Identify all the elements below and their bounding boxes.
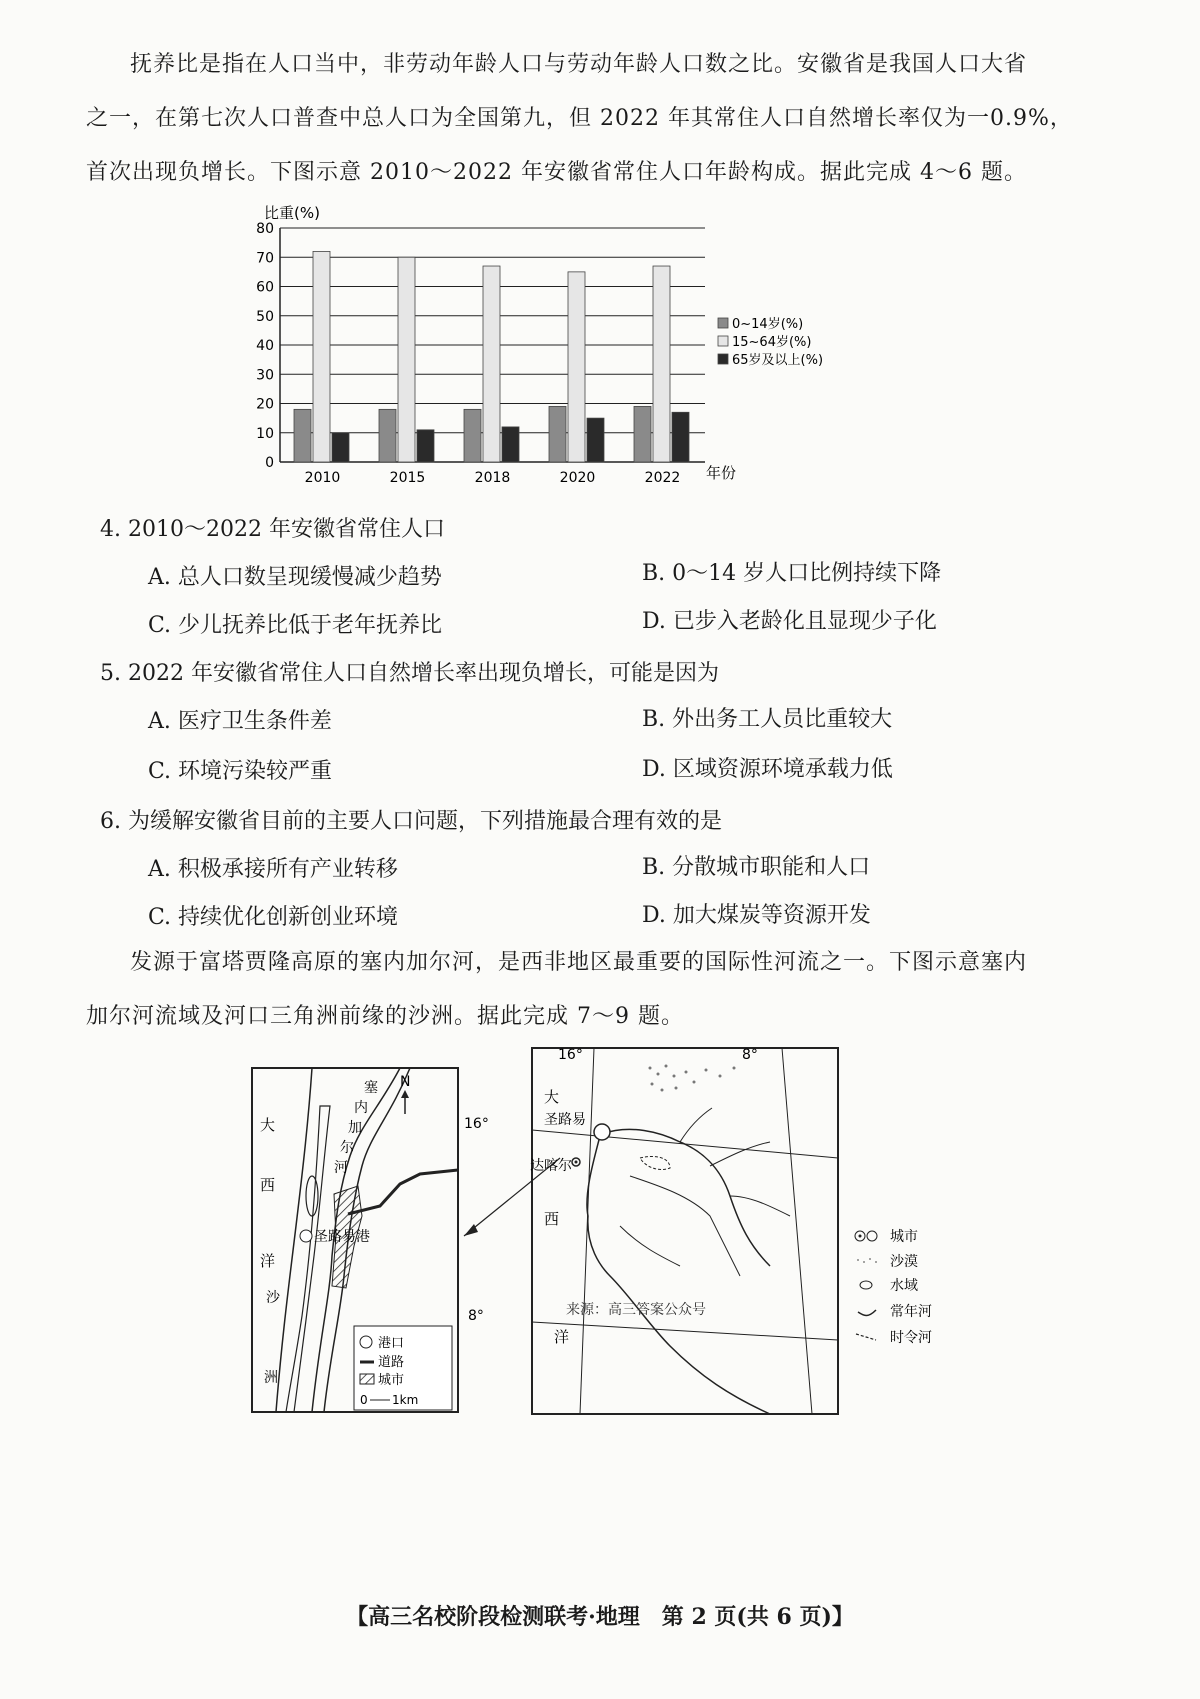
bar bbox=[294, 409, 311, 462]
intro-paragraph-1 bbox=[86, 38, 1126, 200]
left-map-bar-label bbox=[264, 1290, 281, 1386]
left-map-river-label bbox=[334, 1080, 378, 1176]
intro-paragraph-2 bbox=[86, 936, 1126, 1044]
sea-char-2: 西 bbox=[260, 1176, 276, 1194]
x-tick-label: 2022 bbox=[644, 470, 681, 486]
right-sea-char-2: 西 bbox=[544, 1210, 560, 1228]
city-dakar-label: 达喀尔 bbox=[530, 1158, 572, 1174]
legend-water-icon bbox=[860, 1281, 872, 1289]
y-tick-label: 60 bbox=[256, 279, 274, 296]
q6-option-b: B. 分散城市职能和人口 bbox=[642, 855, 871, 880]
q6-option-c: C. 持续优化创新创业环境 bbox=[148, 905, 399, 930]
bar bbox=[313, 251, 330, 462]
river-char-1: 塞 bbox=[364, 1080, 378, 1096]
x-tick-label: 2020 bbox=[559, 470, 596, 486]
sea-char-3: 洋 bbox=[260, 1252, 276, 1270]
y-tick-label: 0 bbox=[265, 455, 274, 471]
road bbox=[348, 1170, 458, 1214]
bar bbox=[568, 272, 585, 462]
river-mouth-map bbox=[250, 1066, 460, 1414]
y-tick-label: 80 bbox=[256, 221, 274, 237]
city-saint-louis-icon bbox=[594, 1124, 610, 1140]
lat-label-8: 8° bbox=[468, 1308, 484, 1324]
legend-desert-icon bbox=[857, 1258, 877, 1263]
legend-city-text: 城市 bbox=[890, 1229, 918, 1245]
legend-port-label: 港口 bbox=[378, 1336, 405, 1351]
lat-8-line bbox=[532, 1322, 838, 1340]
x-tick-label: 2018 bbox=[474, 470, 511, 486]
age-structure-chart bbox=[240, 200, 880, 500]
q4-option-b: B. 0～14 岁人口比例持续下降 bbox=[642, 561, 942, 586]
legend-swatch bbox=[718, 336, 728, 346]
bar bbox=[379, 409, 396, 462]
q6-option-a: A. 积极承接所有产业转移 bbox=[148, 857, 398, 882]
chart-ylabel: 比重(%) bbox=[264, 204, 320, 222]
right-sea-char-1: 大 bbox=[544, 1088, 560, 1106]
legend-city-label: 城市 bbox=[378, 1373, 405, 1388]
river-char-3: 加 bbox=[348, 1120, 362, 1136]
lagoon bbox=[306, 1176, 318, 1216]
legend-perennial-river-text: 常年河 bbox=[890, 1304, 932, 1320]
port-icon bbox=[300, 1230, 312, 1242]
legend-perennial-river-icon bbox=[858, 1310, 876, 1316]
legend-swatch bbox=[718, 318, 728, 328]
lon-16-line bbox=[580, 1048, 594, 1414]
scale-km: 1km bbox=[392, 1393, 419, 1407]
desert-dots bbox=[649, 1065, 736, 1092]
tributary-4 bbox=[630, 1176, 740, 1276]
right-map-frame bbox=[532, 1048, 838, 1414]
bar bbox=[502, 427, 519, 462]
bar bbox=[464, 409, 481, 462]
tributary-3 bbox=[730, 1196, 790, 1216]
river-char-4: 尔 bbox=[340, 1140, 354, 1156]
source-watermark: 来源：高三答案公众号 bbox=[566, 1302, 706, 1318]
river-char-2: 内 bbox=[354, 1100, 368, 1116]
y-tick-label: 50 bbox=[256, 308, 274, 325]
bar bbox=[332, 433, 349, 462]
q5-option-c: C. 环境污染较严重 bbox=[148, 759, 333, 784]
y-tick-label: 70 bbox=[256, 250, 274, 267]
bar bbox=[398, 257, 415, 462]
tributary-5 bbox=[620, 1226, 680, 1266]
y-tick-label: 40 bbox=[256, 338, 274, 354]
q5-option-b: B. 外出务工人员比重较大 bbox=[642, 707, 893, 732]
tributary-2 bbox=[710, 1142, 770, 1166]
intro2-line1: 发源于富塔贾隆高原的塞内加尔河，是西非地区最重要的国际性河流之一。下图示意塞内 bbox=[130, 950, 1028, 975]
bar bbox=[483, 266, 500, 462]
sea-char-1: 大 bbox=[260, 1116, 276, 1134]
city-saint-louis-label: 圣路易 bbox=[544, 1112, 586, 1128]
tributary-1 bbox=[680, 1108, 712, 1142]
q4-option-d: D. 已步入老龄化且显现少子化 bbox=[642, 609, 937, 634]
bar-char-1: 沙 bbox=[266, 1290, 280, 1306]
lat-label-16: 16° bbox=[464, 1116, 489, 1132]
legend-desert-text: 沙漠 bbox=[890, 1254, 918, 1270]
bar bbox=[549, 406, 566, 462]
bar bbox=[634, 406, 651, 462]
q5-stem: 5. 2022 年安徽省常住人口自然增长率出现负增长，可能是因为 bbox=[100, 661, 719, 686]
right-coastline bbox=[587, 1136, 770, 1414]
left-map-sea-label bbox=[260, 1116, 275, 1270]
city-dakar-dot-icon bbox=[575, 1161, 578, 1164]
q6-stem: 6. 为缓解安徽省目前的主要人口问题，下列措施最合理有效的是 bbox=[100, 809, 722, 834]
lon-label-16: 16° bbox=[558, 1047, 583, 1063]
intro2-line2: 加尔河流域及河口三角洲前缘的沙洲。据此完成 7～9 题。 bbox=[86, 1004, 684, 1029]
chart-xlabel: 年份 bbox=[706, 464, 737, 482]
north-label: N bbox=[400, 1074, 411, 1090]
bar bbox=[587, 418, 604, 462]
legend-seasonal-river-text: 时令河 bbox=[890, 1330, 932, 1346]
page-footer: 【高三名校阶段检测联考·地理 第 2 页(共 6 页)】 bbox=[346, 1604, 854, 1630]
legend-road-label: 道路 bbox=[378, 1355, 405, 1370]
x-tick-label: 2015 bbox=[389, 470, 426, 486]
legend-city-dot-icon bbox=[859, 1235, 862, 1238]
north-arrow-head-icon bbox=[401, 1090, 409, 1098]
legend-water-text: 水域 bbox=[890, 1278, 918, 1294]
intro1-line1: 抚养比是指在人口当中，非劳动年龄人口与劳动年龄人口数之比。安徽省是我国人口大省 bbox=[130, 52, 1028, 77]
scale-zero: 0 bbox=[360, 1393, 368, 1407]
lake bbox=[640, 1156, 670, 1169]
river-char-5: 河 bbox=[334, 1160, 348, 1176]
port-label: 圣路易港 bbox=[314, 1229, 370, 1245]
river-basin-map bbox=[464, 1046, 840, 1416]
y-tick-label: 30 bbox=[256, 367, 274, 384]
bar bbox=[672, 412, 689, 462]
lon-label-8: 8° bbox=[742, 1047, 758, 1063]
right-sea-char-3: 洋 bbox=[554, 1328, 570, 1346]
q5-option-d: D. 区域资源环境承载力低 bbox=[642, 757, 893, 782]
basin-legend bbox=[850, 1226, 970, 1366]
intro1-line2: 之一，在第七次人口普查中总人口为全国第九，但 2022 年其常住人口自然增长率仅为一0.9%， bbox=[86, 106, 1073, 131]
q6-option-d: D. 加大煤炭等资源开发 bbox=[642, 903, 871, 928]
q4-stem: 4. 2010～2022 年安徽省常住人口 bbox=[100, 517, 445, 542]
legend-label: 0~14岁(%) bbox=[732, 317, 804, 332]
legend-label: 15~64岁(%) bbox=[732, 335, 812, 350]
intro1-line3: 首次出现负增长。下图示意 2010～2022 年安徽省常住人口年龄构成。据此完成 4～6 题。 bbox=[86, 160, 1027, 185]
legend-label: 65岁及以上(%) bbox=[732, 353, 824, 368]
q4-option-c: C. 少儿抚养比低于老年抚养比 bbox=[148, 613, 443, 638]
bar-char-2: 洲 bbox=[264, 1370, 278, 1386]
bar bbox=[653, 266, 670, 462]
x-tick-label: 2010 bbox=[304, 470, 341, 486]
legend-swatch bbox=[718, 354, 728, 364]
legend-city-ring-icon bbox=[867, 1231, 877, 1241]
y-tick-label: 20 bbox=[256, 396, 274, 413]
legend-city-icon bbox=[360, 1374, 374, 1384]
chart-legend bbox=[718, 316, 823, 368]
bar bbox=[417, 430, 434, 462]
y-tick-label: 10 bbox=[256, 425, 274, 442]
q5-option-a: A. 医疗卫生条件差 bbox=[148, 709, 332, 734]
legend-seasonal-river-icon bbox=[856, 1334, 876, 1340]
lon-8-line bbox=[782, 1048, 812, 1414]
q4-option-a: A. 总人口数呈现缓慢减少趋势 bbox=[148, 565, 442, 590]
